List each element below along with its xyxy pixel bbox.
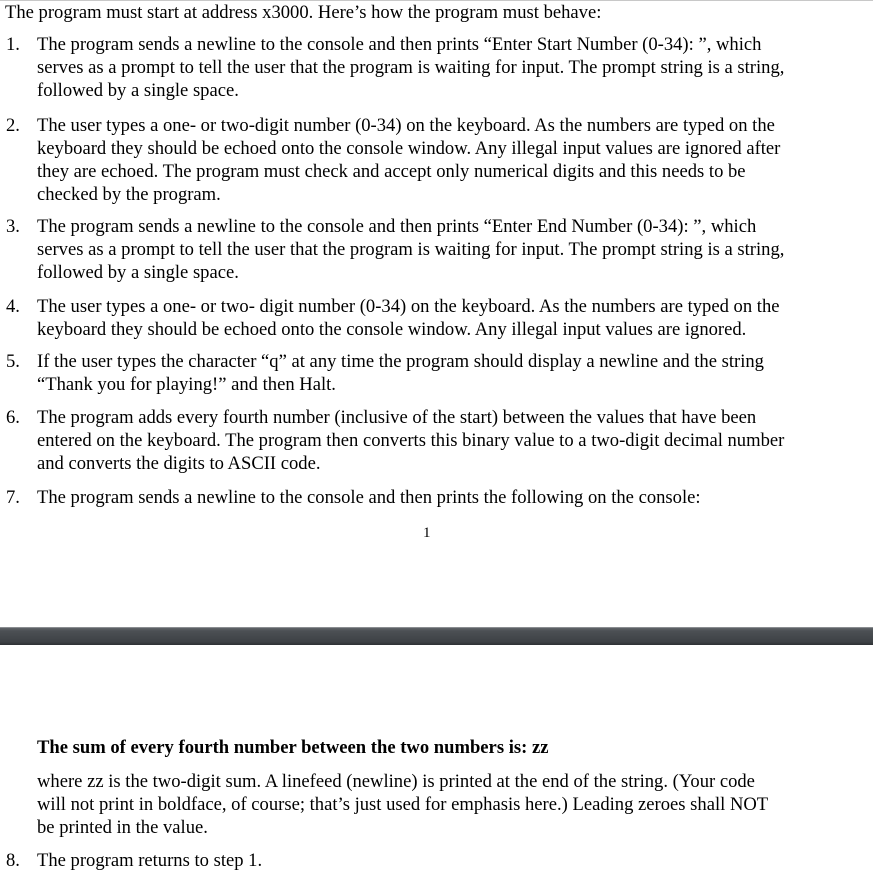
step-number: 3. xyxy=(6,216,20,237)
step-line: The user types a one- or two- digit number (0-34) on the keyboard. As the numbers are typed on the xyxy=(37,296,780,317)
step-line: “Thank you for playing!” and then Halt. xyxy=(37,374,336,395)
step-number: 7. xyxy=(6,487,20,508)
step-line: The user types a one- or two-digit number (0-34) on the keyboard. As the numbers are typed on the xyxy=(37,115,775,136)
step-text xyxy=(37,849,873,872)
step-line: The program sends a newline to the console and then prints “Enter End Number (0-34): ”, which xyxy=(37,216,757,237)
step-line: entered on the keyboard. The program then converts this binary value to a two-digit decimal number xyxy=(37,430,785,451)
step-line: The program sends a newline to the console and then prints “Enter Start Number (0-34): ”, which xyxy=(37,34,762,55)
step-line: serves as a prompt to tell the user that the program is waiting for input. The prompt string is a string, xyxy=(37,57,785,78)
page-number: 1 xyxy=(423,525,431,541)
step-line: If the user types the character “q” at any time the program should display a newline and the string xyxy=(37,351,764,372)
page-break-divider xyxy=(0,628,873,645)
where-paragraph xyxy=(37,770,873,839)
where-line: will not print in boldface, of course; that’s just used for emphasis here.) Leading zeroes shall NOT xyxy=(37,794,769,815)
step-line: The program adds every fourth number (inclusive of the start) between the values that have been xyxy=(37,407,757,428)
step-line: The program sends a newline to the console and then prints the following on the console: xyxy=(37,487,701,508)
step-line: keyboard they should be echoed onto the console window. Any illegal input values are ignored after xyxy=(37,138,781,159)
step-number: 6. xyxy=(6,407,20,428)
step-number: 5. xyxy=(6,351,20,372)
step-number: 4. xyxy=(6,296,20,317)
step-line: keyboard they should be echoed onto the console window. Any illegal input values are ignored. xyxy=(37,319,747,340)
step-text xyxy=(37,33,873,102)
step-line: and converts the digits to ASCII code. xyxy=(37,453,321,474)
step-text xyxy=(37,486,873,509)
step-text xyxy=(37,295,873,341)
where-line: be printed in the value. xyxy=(37,817,208,838)
step-text xyxy=(37,215,873,284)
where-line: where zz is the two-digit sum. A linefeed (newline) is printed at the end of the string. (Your code xyxy=(37,771,755,792)
sum-output-line: The sum of every fourth number between the two numbers is: zz xyxy=(37,737,549,758)
step-line: they are echoed. The program must check and accept only numerical digits and this needs to be xyxy=(37,161,746,182)
step-line: checked by the program. xyxy=(37,184,221,205)
step-line: serves as a prompt to tell the user that the program is waiting for input. The prompt string is a string, xyxy=(37,239,785,260)
step-text xyxy=(37,406,873,475)
step-number: 2. xyxy=(6,115,20,136)
step-line: followed by a single space. xyxy=(37,262,239,283)
step-line: followed by a single space. xyxy=(37,80,239,101)
step-text xyxy=(37,114,873,206)
step-text xyxy=(37,350,873,396)
step-line: The program returns to step 1. xyxy=(37,850,263,871)
intro-paragraph: The program must start at address x3000. Here’s how the program must behave: xyxy=(5,2,602,23)
step-number: 1. xyxy=(6,34,20,55)
step-number: 8. xyxy=(6,850,20,871)
